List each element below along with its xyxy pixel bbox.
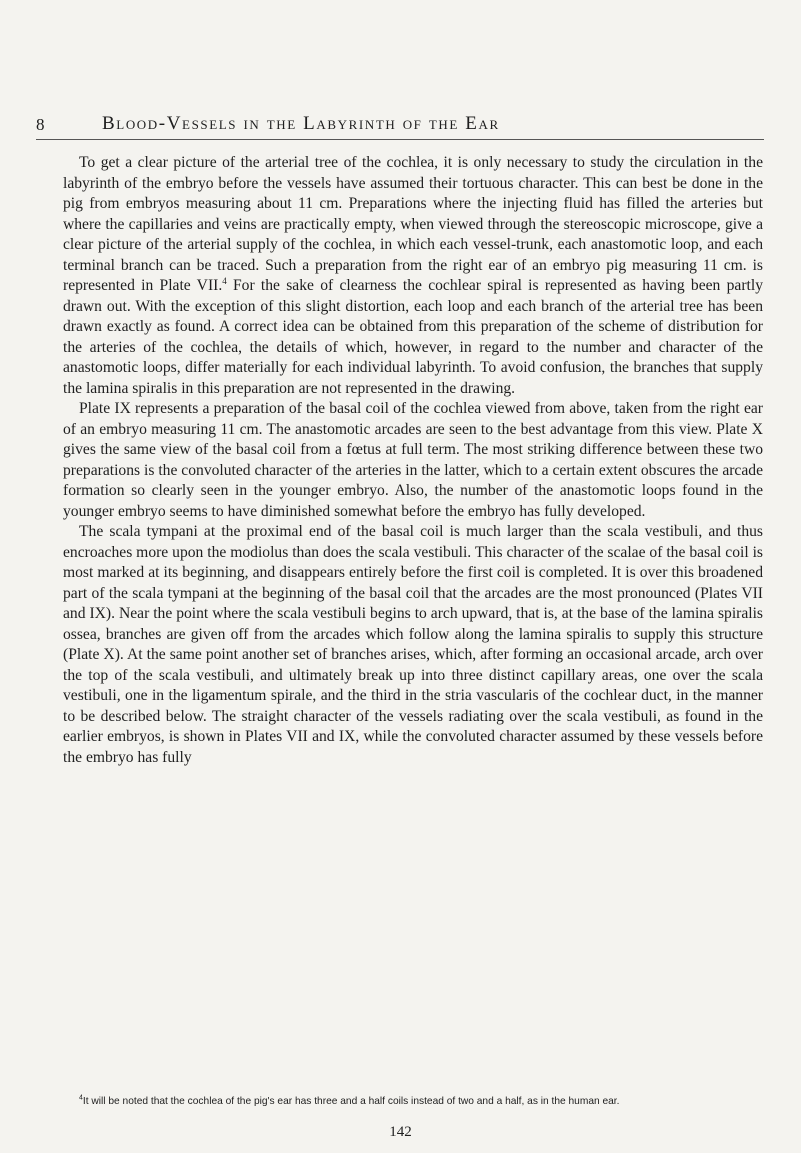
paragraph-text: To get a clear picture of the arterial tree of the cochlea, it is only necessary to study the circulation in the labyrinth of the embryo before the vessels have assumed their tortuous character. This can best be done in the pig from embryos measuring about 11 cm. Preparations where the injecting fluid has filled the arteries but where the capillaries and veins are practically empty, when viewed through the stereoscopic microscope, give a clear picture of the arterial supply of the cochlea, in which each vessel-trunk, each anastomotic loop, and each terminal branch can be traced. Such a preparation from the right ear of an embryo pig measuring 11 cm. is represented in Plate VII. [63,154,763,294]
paragraph-text: For the sake of clearness the cochlear spiral is represented as having been partly drawn out. With the exception of this slight distortion, each loop and each branch of the arterial tree has been drawn exactly as found. A correct idea can be obtained from this preparation of the scheme of distribution for the arteries of the cochlea, the details of which, however, in regard to the number and character of the anastomotic loops, differ materially for each individual labyrinth. To avoid confusion, the branches that supply the lamina spiralis in this preparation are not represented in the drawing. [63,277,763,397]
footnote-marker: 4 [79,1094,83,1102]
body-text [63,153,763,768]
footnote-reference: 4 [222,275,227,286]
folio: 142 [389,1124,412,1140]
running-title: Blood-Vessels in the Labyrinth of the Ear [102,113,500,134]
page-number: 8 [36,115,45,134]
paragraph: The scala tympani at the proximal end of the basal coil is much larger than the scala vestibuli, and thus encroaches more upon the modiolus than does the scala vestibuli. This character of the scalae of the basal coil is most marked at its beginning, and disappears entirely before the first coil is completed. It is over this broadened part of the scala tympani at the beginning of the basal coil that the arcades are the most pronounced (Plates VII and IX). Near the point where the scala vestibuli begins to arch upward, that is, at the base of the lamina spiralis ossea, branches are given off from the arcades which follow along the lamina spiralis to supply this structure (Plate X). At the same point another set of branches arises, which, after forming an occasional arcade, arch over the top of the scala vestibuli, and ultimately break up into three distinct capillary areas, one over the scala vestibuli, one in the ligamentum spirale, and the third in the stria vascularis of the cochlear duct, in the manner to be described below. The straight character of the vessels radiating over the scala vestibuli, as found in the earlier embryos, is shown in Plates VII and IX, while the convoluted character assumed by these vessels before the embryo has fully [63,523,763,766]
paragraph [63,153,763,399]
paragraph: Plate IX represents a preparation of the basal coil of the cochlea viewed from above, taken from the right ear of an embryo measuring 11 cm. The anastomotic arcades are seen to the best advantage from this view. Plate X gives the same view of the basal coil from a fœtus at full term. The most striking difference between these two preparations is the convoluted character of the arteries in the latter, which to a certain extent obscures the arcade formation so clearly seen in the younger embryo. Also, the number of the anastomotic loops found in the younger embryo seems to have diminished somewhat before the embryo has fully developed. [63,400,763,520]
footnote-text: It will be noted that the cochlea of the pig's ear has three and a half coils instead of two and a half, as in the human ear. [82,1096,620,1107]
footnote [63,1095,763,1109]
running-header [36,113,760,139]
header-rule [36,139,764,140]
